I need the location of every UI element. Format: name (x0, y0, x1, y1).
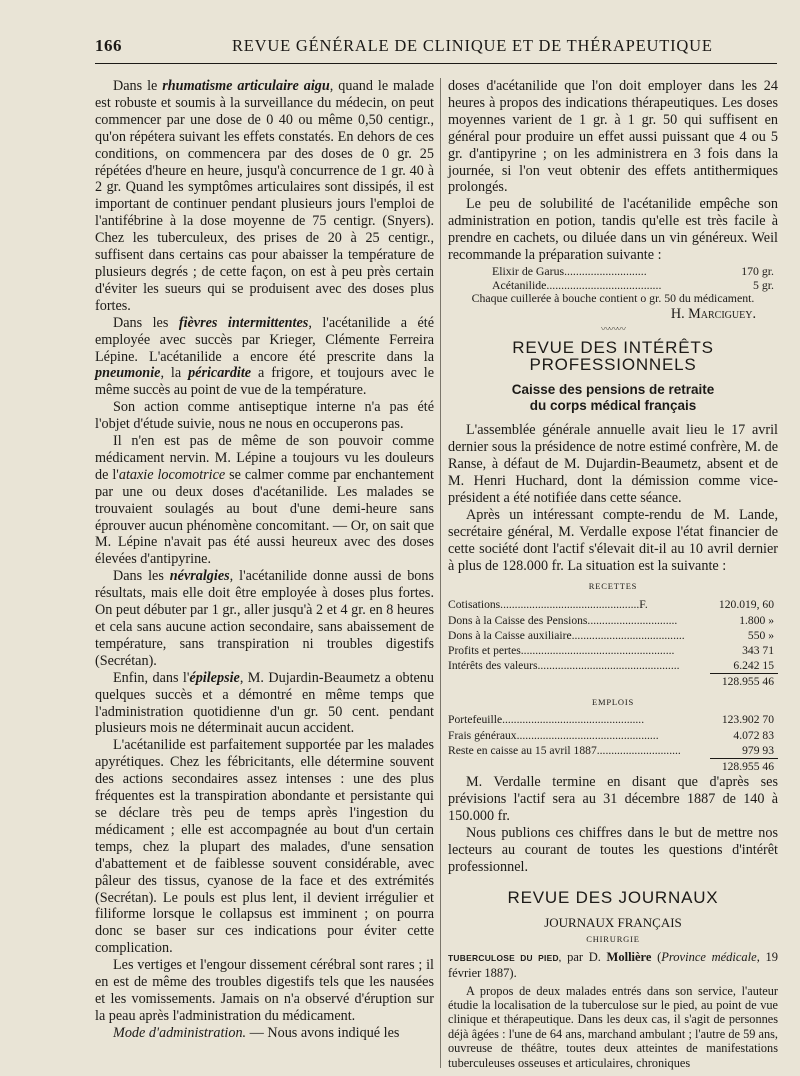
paragraph-nervine: Il n'en est pas de même de son pouvoir comme médicament nervin. M. Lépine a toujours vu les douleurs de l'ataxie locomotrice se calmer comme par enchantement par une ou deux doses d'acétanilide. Les malades se trouvaient soulagés au bout d'une demi-heure sans éprouver aucun phénomène concomitant. — Or, on sait que M. Lépine n'avait pas été aussi heureux avec des doses élevées d'antipyrine. (95, 433, 434, 568)
ledger-row: Frais généraux................................................. 4.072 83 (448, 728, 774, 742)
paragraph-administration: Mode d'administration. — Nous avons indiqué les (113, 1024, 400, 1041)
paragraph-financial: Après un intéressant compte-rendu de M. Lande, secrétaire général, M. Verdalle expose l'état financier de cette société dont l'actif s'élevait dit-il au 10 avril dernier à plus de 128.000 fr. La situation est la suivante : (448, 506, 778, 574)
author-signature: H. Marciguey. (670, 305, 756, 322)
ledger-row: Dons à la Caisse auxiliaire....................................... 550 » (448, 628, 774, 642)
paragraph-rheumatism: Dans le rhumatisme articulaire aigu, quand le malade est robuste et soumis à la surveillance du médecin, on peut commencer par une dose de 0 40 ou même 0,50 centigr., qu'on répétera suivant les effets constatés. En dehors de ces conditions, on commencera par des doses de 0 gr. 25 répétées d'heure en heure, jusqu'à concurrence de 1 gr. 40 à 2 gr. Quand les symptômes articulaires sont dissipés, il est important de continuer pendant plusieurs jours l'emploi de l'antifébrine à la dose moyenne de 75 centigr. (Snyers). Chez les tuberculeux, des prises de 20 à 25 centigr., suffisent dans certains cas pour abaisser la température de plusieurs degrés ; de cette façon, on est à peu près certain d'éviter les sueurs qui se produisent avec des doses plus fortes. (95, 78, 435, 314)
receipts-table (448, 597, 778, 689)
left-column (95, 78, 434, 1042)
section-heading-professional: REVUE DES INTÉRÊTS PROFESSIONNELS (512, 338, 714, 375)
paragraph-antiseptic: Son action comme antiseptique interne n'a pas été l'objet d'étude suivie, nous ne nous en occuperons pas. (95, 399, 434, 433)
paragraph-forecast: M. Verdalle termine en disant que d'après ses prévisions l'actif sera au 31 décembre 1887 de 140 à 150.000 fr. (448, 774, 778, 825)
ledger-row: Cotisations................................................F. 120.019, 60 (448, 598, 774, 612)
paragraph-vertigo: Les vertiges et l'engour dissement cérébral sont rares ; il en est de même des troubles digestifs tels que les nausées et les vomissements. Jamais on n'a observé d'éruption sur la peau après l'administration du médicament. (95, 957, 434, 1024)
section-heading-journals: REVUE DES JOURNAUX (507, 887, 719, 907)
paragraph-doses: doses d'acétanilide que l'on doit employer dans les 24 heures à propos des indications thérapeutiques. Les doses moyennes varient de 1 gr. à 1 gr. 50 qui suffisent en général pour produire un effet aussi puissant que 4 ou 5 gr. d'antipyrine ; on les administrera en 3 fois dans la journée, si l'on veut obtenir des effets antithermiques prolongés. (448, 78, 778, 196)
ledger-total: 128.955 46 (721, 675, 774, 689)
ledger-total: 128.955 46 (721, 760, 774, 774)
paragraph-neuralgia: Dans les névralgies, l'acétanilide donne aussi de bons résultats, mais elle doit être employée à doses plus fortes. On peut débuter par 1 gr., aller jusqu'à 2 et 4 gr. en 8 heures et cela sans aucune action secondaire, sans abaissement de température, sans transpiration ni troubles digestifs (Secrétan). (95, 568, 434, 669)
paragraph-epilepsy: Enfin, dans l'épilepsie, M. Dujardin-Beaumetz a obtenu quelques succès et a démontré en même temps que l'administration quotidienne d'un gr. 50 cent. pendant plusieurs mois ne déterminait aucun accident. (95, 669, 434, 737)
prescription (492, 264, 778, 292)
expenses-title: EMPLOIS (592, 696, 634, 707)
receipts-title: RECETTES (588, 581, 638, 592)
journal-reference: TUBERCULOSE DU PIED, par D. Mollière (Province médicale, 19 février 1887). (448, 949, 778, 980)
running-title: REVUE GÉNÉRALE DE CLINIQUE ET DE THÉRAPEUTIQUE (232, 36, 713, 55)
paragraph-fevers: Dans les fièvres intermittentes, l'acétanilide a été employée avec succès par Krieger, Clémente Ferreira Lépine. L'acétanilide a encore été prescrite dans la pneumonie, la péricardite a frigore, et toujours avec le même succès au point de vue de la température. (95, 314, 434, 399)
paragraph-solubility: Le peu de solubilité de l'acétanilide empêche son administration en potion, tandis qu'elle est très facile à prendre en cachets, ou diluée dans un vin généreux. Weil recommande la préparation suivante : (448, 196, 778, 264)
prescription-row: Elixir de Garus............................ 170 gr. (492, 263, 774, 278)
column-divider (440, 78, 441, 1068)
right-column (448, 78, 778, 1070)
expenses-table (448, 712, 778, 774)
paragraph-publication: Nous publions ces chiffres dans le but de mettre nos lecteurs au courant de toutes les questions d'intérêt professionnel. (448, 825, 778, 875)
ledger-row: Dons à la Caisse des Pensions............................... 1.800 » (448, 613, 774, 627)
subheading-french-journals: JOURNAUX FRANÇAIS (544, 914, 682, 930)
prescription-row: Acétanilide....................................... 5 gr. (492, 277, 774, 292)
ledger-row: Intérêts des valeurs................................................. 6.242 15 (448, 658, 778, 674)
page-number: 166 (95, 36, 122, 55)
paragraph-tolerance: L'acétanilide est parfaitement supportée par les malades apyrétiques. Chez les fébricitants, elle détermine souvent des actions secondaires assez intenses : une des plus fréquentes est la transpiration abondante et persistante qui se déclare très peu de temps après l'ingestion du médicament ; elle est accompagnée au bout d'un certain temps, chez la plupart des malades, d'une sensation d'abattement et de faiblesse souvent considérable, avec pâleur des tissus, cyanose de la face et des extrémités (Secrétan). Le pouls est plus lent, il devient irrégulier et filiforme lorsque le collapsus est imminent ; on pourra donc se baser sur ces indications pour éviter cette complication. (95, 737, 434, 957)
paragraph-assembly: L'assemblée générale annuelle avait lieu le 17 avril dernier sous la présidence de notre estimé confrère, M. de Ranse, à défaut de M. Dujardin-Beaumetz, absent et de M. Henri Huchard, dont la démission comme vice-président a été notifiée dans cette séance. (448, 422, 778, 506)
ledger-row: Profits et pertes..................................................... 343 71 (448, 643, 774, 657)
paragraph-review: A propos de deux malades entrés dans son service, l'auteur étudie la localisation de la tuberculose sur le pied, au point de vue clinique et thérapeutique. Dans les deux cas, il s'agit de personnes déjà âgées : l'une de 64 ans, marchand ambulant ; l'autre de 59 ans, ouvreuse de théâtre, toutes deux atteintes de manifestations tuberculeuses osseuses et articulaires, chroniques (448, 983, 778, 1070)
subheading-pension-fund: Caisse des pensions de retraite du corps médical français (511, 382, 715, 414)
ornament-divider: 〰〰〰 (600, 324, 625, 335)
subheading-surgery: CHIRURGIE (586, 933, 640, 944)
prescription-note: Chaque cuillerée à bouche contient o gr. 50 du médicament. (471, 290, 755, 305)
ledger-row: Reste en caisse au 15 avril 1887............................. 979 93 (448, 743, 778, 759)
header-rule (95, 63, 777, 64)
ledger-row: Portefeuille................................................. 123.902 70 (448, 713, 774, 727)
